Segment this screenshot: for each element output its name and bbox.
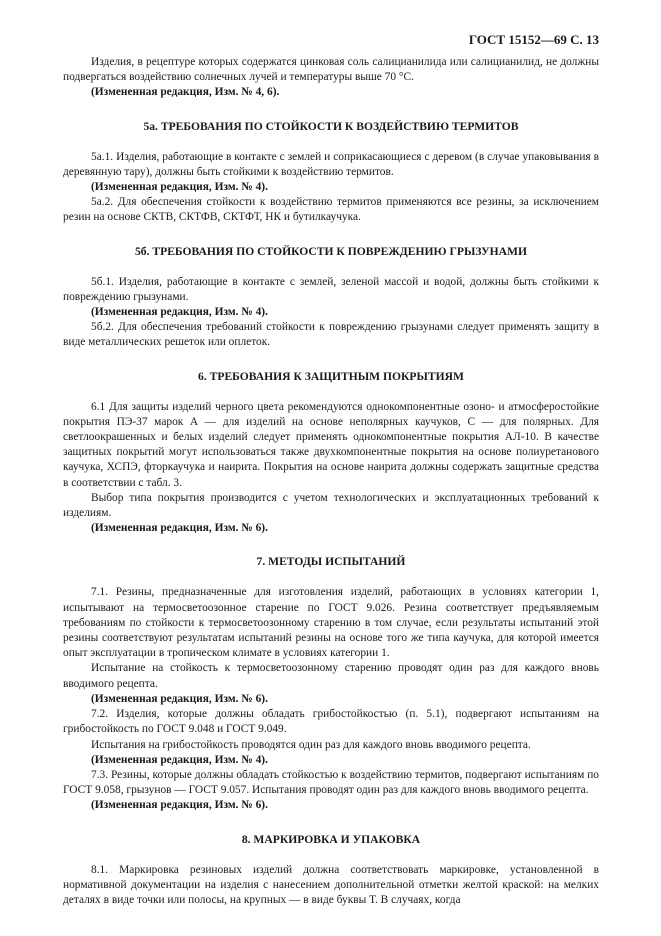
amendment-note: (Измененная редакция, Изм. № 4). xyxy=(91,306,268,319)
document-page xyxy=(63,32,599,908)
amendment-note: (Измененная редакция, Изм. № 6). xyxy=(91,692,268,705)
paragraph-7-3: 7.3. Резины, которые должны обладать стойкостью к воздействию термитов, подвергают испытаниям по ГОСТ 9.058, грызунов — ГОСТ 9.057. Испытания проводят один раз для каждого вновь вводимого рецепта. xyxy=(63,768,599,797)
paragraph-7-1: 7.1. Резины, предназначенные для изготовления изделий, работающих в условиях категории 1, испытывают на термосветоозонное старение по ГОСТ 9.026. Резина соответствует предъявляемым требованиям по стойкости к термосветоозонному старению в том случае, если результаты испытаний этой резины соответствуют результатам испытаний резины на основе того же типа каучука, для которой имеется опыт эксплуатации в тропическом климате в условиях категории 1. xyxy=(63,586,599,660)
amendment-note: (Измененная редакция, Изм. № 6). xyxy=(91,522,268,535)
paragraph-5b-2: 5б.2. Для обеспечения требований стойкости к повреждению грызунами следует применять защиту в виде металлических решеток или оплеток. xyxy=(63,321,599,349)
amendment-note: (Измененная редакция, Изм. № 4). xyxy=(91,181,268,194)
paragraph-7-1-test: Испытание на стойкость к термосветоозонному старению проводят один раз для каждого вновь вводимого рецепта. xyxy=(63,662,599,690)
section-title-5a: 5а. ТРЕБОВАНИЯ ПО СТОЙКОСТИ К ВОЗДЕЙСТВИЮ ТЕРМИТОВ xyxy=(143,119,519,133)
paragraph-7-2-test: Испытания на грибостойкость проводятся один раз для каждого вновь вводимого рецепта. xyxy=(91,738,531,751)
section-title-7: 7. МЕТОДЫ ИСПЫТАНИЙ xyxy=(256,555,406,569)
page-header: ГОСТ 15152—69 С. 13 xyxy=(468,32,599,47)
section-title-8: 8. МАРКИРОВКА И УПАКОВКА xyxy=(241,832,421,846)
paragraph-7-2: 7.2. Изделия, которые должны обладать грибостойкостью (п. 5.1), подвергают испытаниям на грибостойкость по ГОСТ 9.048 и ГОСТ 9.049. xyxy=(63,708,599,736)
paragraph-6-choice: Выбор типа покрытия производится с учетом технологических и эксплуатационных требований к изделиям. xyxy=(63,491,599,520)
section-title-6: 6. ТРЕБОВАНИЯ К ЗАЩИТНЫМ ПОКРЫТИЯМ xyxy=(198,369,464,383)
paragraph-8-1: 8.1. Маркировка резиновых изделий должна соответствовать маркировке, установленной в нормативной документации на изделия с нанесением дополнительной отметки желтой краской: на мелких деталях в виде точки или полосы, на крупных — в виде буквы Т. В случаях, когда xyxy=(63,863,599,906)
section-title-5b: 5б. ТРЕБОВАНИЯ ПО СТОЙКОСТИ К ПОВРЕЖДЕНИЮ ГРЫЗУНАМИ xyxy=(134,244,528,258)
paragraph-5a-1: 5а.1. Изделия, работающие в контакте с землей и соприкасающиеся с деревом (в случае упаковывания в деревянную тару), должны быть стойкими к воздействию термитов. xyxy=(63,150,599,178)
paragraph-6-1: 6.1 Для защиты изделий черного цвета рекомендуются однокомпонентные озоно- и атмосферостойкие покрытия ПЭ-37 марок А — для изделий на основе неполярных каучуков, С — для полярных. Для светлоокрашенных и белых изделий следует применять однокомпонентные покрытия АЛ-10. В качестве защитных покрытий могут использоваться также двухкомпонентные покрытия на основе полиуретанового каучука, ХСПЭ, фторкаучука и наирита. Покрытия на основе наирита должны содержать защитные средства в соответствии с табл. 3. xyxy=(63,400,599,489)
amendment-note: (Измененная редакция, Изм. № 4). xyxy=(91,753,268,766)
intro-paragraph: Изделия, в рецептуре которых содержатся цинковая соль салицианилида или салицианилид, не должны подвергаться воздействию солнечных лучей и температуры выше 70 °С. xyxy=(63,56,599,84)
paragraph-5b-1: 5б.1. Изделия, работающие в контакте с землей, зеленой массой и водой, должны быть стойкими к повреждению грызунами. xyxy=(63,275,599,303)
amendment-note: (Измененная редакция, Изм. № 4, 6). xyxy=(91,86,280,99)
paragraph-5a-2: 5а.2. Для обеспечения стойкости к воздействию термитов применяются все резины, за исключением резин на основе СКТВ, СКТФВ, СКТФТ, НК и бутилкаучука. xyxy=(63,196,599,224)
amendment-note: (Измененная редакция, Изм. № 6). xyxy=(91,799,268,812)
